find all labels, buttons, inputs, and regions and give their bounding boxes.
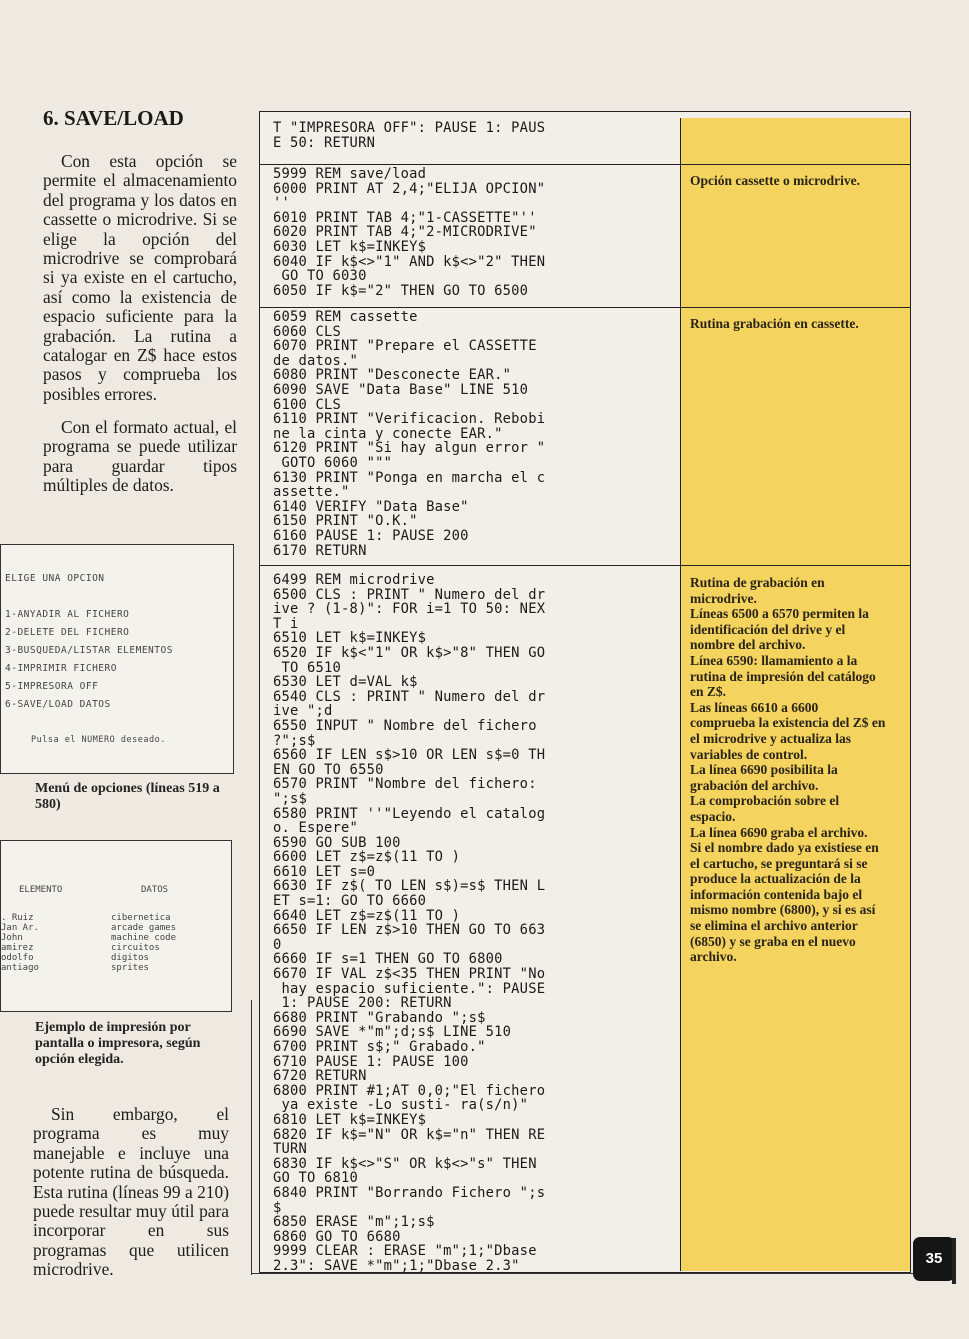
block-divider (259, 565, 911, 566)
table-cell-elemento: antiago (1, 963, 39, 973)
menu-title: ELIGE UNA OPCION (5, 573, 105, 584)
table-cell-elemento: amirez (1, 943, 34, 953)
block-divider (259, 164, 911, 165)
example-caption: Ejemplo de impresión por pantalla o impresora, según opción elegida. (35, 1020, 201, 1067)
table-cell-datos: arcade games (111, 923, 177, 933)
note-option: Opción cassette o microdrive. (690, 173, 860, 188)
table-cell-datos: cibernetica (111, 913, 171, 923)
menu-item: 2-DELETE DEL FICHERO (5, 627, 130, 638)
menu-caption: Menú de opciones (líneas 519 a 580) (35, 781, 220, 812)
body-paragraph-1: Con esta opción se permite el almacenamiento del programa y los datos en cassette o microdrive. Si se elige la opción del microdrive se comprobará si ya existe en el cartucho, así como la existencia de espacio suficiente para la grabación. La rutina a catalogar en Z$ hace estos pasos y comprueba los posibles errores. (43, 151, 237, 404)
page-number: 35 (913, 1237, 955, 1281)
page-rule-vertical (251, 1000, 252, 1275)
menu-prompt: Pulsa el NUMERO deseado. (31, 735, 166, 745)
table-cell-elemento: Jan Ar. (1, 923, 39, 933)
menu-item: 4-IMPRIMIR FICHERO (5, 663, 117, 674)
table-header-elemento: ELEMENTO (19, 885, 63, 895)
table-cell-datos: sprites (111, 963, 149, 973)
table-cell-datos: machine code (111, 933, 177, 943)
note-microdrive: Rutina de grabación en microdrive. Líneas 6500 a 6570 permiten la identificación del drive y el nombre del archivo. Línea 6590: llamamiento a la rutina de impresión del catálogo en Z$. Las líneas 6610 a 6600 comprueba la existencia del Z$ en el microdrive y actualiza las variables de control. La línea 6690 posibilita la grabación del archivo. La comprobación sobre el espacio. La línea 6690 graba el archivo. Si el nombre dado ya existiese en el cartucho, se preguntará si se produce la actualización de la información contenida bajo el mismo nombre (6800), y si es así se elimina el archivo anterior (6850) y se graba en el nuevo archivo. (690, 575, 886, 965)
section-title: 6. SAVE/LOAD (43, 106, 184, 130)
table-cell-datos: digitos (111, 953, 149, 963)
code-block-cassette: 6059 REM cassette 6060 CLS 6070 PRINT "Prepare el CASSETTE de datos." 6080 PRINT "Desconecte EAR." 6090 SAVE "Data Base" LINE 510 6100 CLS 6110 PRINT "Verificacion. Rebobi ne la cinta y conecte EAR." 6120 PRINT "Si hay algun error " GOTO 6060 """ 6130 PRINT "Ponga en marcha el c assette." 6140 VERIFY "Data Base" 6150 PRINT "O.K." 6160 PAUSE 1: PAUSE 200 6170 RETURN (273, 309, 546, 559)
menu-screen-figure (0, 544, 234, 774)
table-cell-datos: circuitos (111, 943, 160, 953)
menu-item: 3-BUSQUEDA/LISTAR ELEMENTOS (5, 645, 173, 656)
body-paragraph-3: Sin embargo, el programa es muy manejable e incluye una potente rutina de búsqueda. Esta rutina (líneas 99 a 210) puede resultar muy útil para incorporar en sus programas que utilicen microdrive. (33, 1104, 229, 1280)
page-rule-bottom (251, 1273, 951, 1274)
code-block-impresora: T "IMPRESORA OFF": PAUSE 1: PAUS E 50: RETURN (273, 120, 546, 151)
code-block-microdrive: 6499 REM microdrive 6500 CLS : PRINT " Numero del dr ive ? (1-8)": FOR i=1 TO 50: NEX T i 6510 LET k$=INKEY$ 6520 IF k$<"1" OR k$>"8" THEN GO TO 6510 6530 LET d=VAL k$ 6540 CLS : PRINT " Numero del dr ive ";d 6550 INPUT " Nombre del fichero ?";s$ 6560 IF LEN s$>10 OR LEN s$=0 TH EN GO TO 6550 6570 PRINT "Nombre del fichero: ";s$ 6580 PRINT ''"Leyendo el catalog o. Espere" 6590 GO SUB 100 6600 LET z$=z$(11 TO ) 6610 LET s=0 6630 IF z$( TO LEN s$)=s$ THEN L ET s=1: GO TO 6660 6640 LET z$=z$(11 TO ) 6650 IF LEN z$>10 THEN GO TO 663 0 6660 IF s=1 THEN GO TO 6800 6670 IF VAL z$<35 THEN PRINT "No hay espacio suficiente.": PAUSE 1: PAUSE 200: RETURN 6680 PRINT "Grabando ";s$ 6690 SAVE *"m";d;s$ LINE 510 6700 PRINT s$;" Grabado." 6710 PAUSE 1: PAUSE 100 6720 RETURN 6800 PRINT #1;AT 0,0;"El fichero ya existe -Lo susti- ra(s/n)" 6810 LET k$=INKEY$ 6820 IF k$="N" OR k$="n" THEN RE TURN 6830 IF k$<>"S" OR k$<>"s" THEN GO TO 6810 6840 PRINT "Borrando Fichero ";s $ 6850 ERASE "m";1;s$ 6860 GO TO 6680 9999 CLEAR : ERASE "m";1;"Dbase 2.3": SAVE *"m";1;"Dbase 2.3" (273, 572, 546, 1274)
table-cell-elemento: odolfo (1, 953, 34, 963)
menu-item: 6-SAVE/LOAD DATOS (5, 699, 111, 710)
note-cassette: Rutina grabación en cassette. (690, 316, 859, 331)
page-edge-mark (952, 1238, 956, 1284)
code-block-save-load: 5999 REM save/load 6000 PRINT AT 2,4;"ELIJA OPCION" '' 6010 PRINT TAB 4;"1-CASSETTE"'' 6020 PRINT TAB 4;"2-MICRODRIVE" 6030 LET k$=INKEY$ 6040 IF k$<>"1" AND k$<>"2" THEN GO TO 6030 6050 IF k$="2" THEN GO TO 6500 (273, 166, 546, 299)
body-paragraph-2: Con el formato actual, el programa se puede utilizar para guardar tipos múltiples de datos. (43, 417, 237, 496)
block-divider (259, 307, 911, 308)
menu-item: 1-ANYADIR AL FICHERO (5, 609, 130, 620)
table-cell-elemento: . Ruiz (1, 913, 34, 923)
table-cell-elemento: John (1, 933, 23, 943)
menu-item: 5-IMPRESORA OFF (5, 681, 99, 692)
table-header-datos: DATOS (141, 885, 169, 895)
table-screen-figure (0, 840, 232, 1012)
